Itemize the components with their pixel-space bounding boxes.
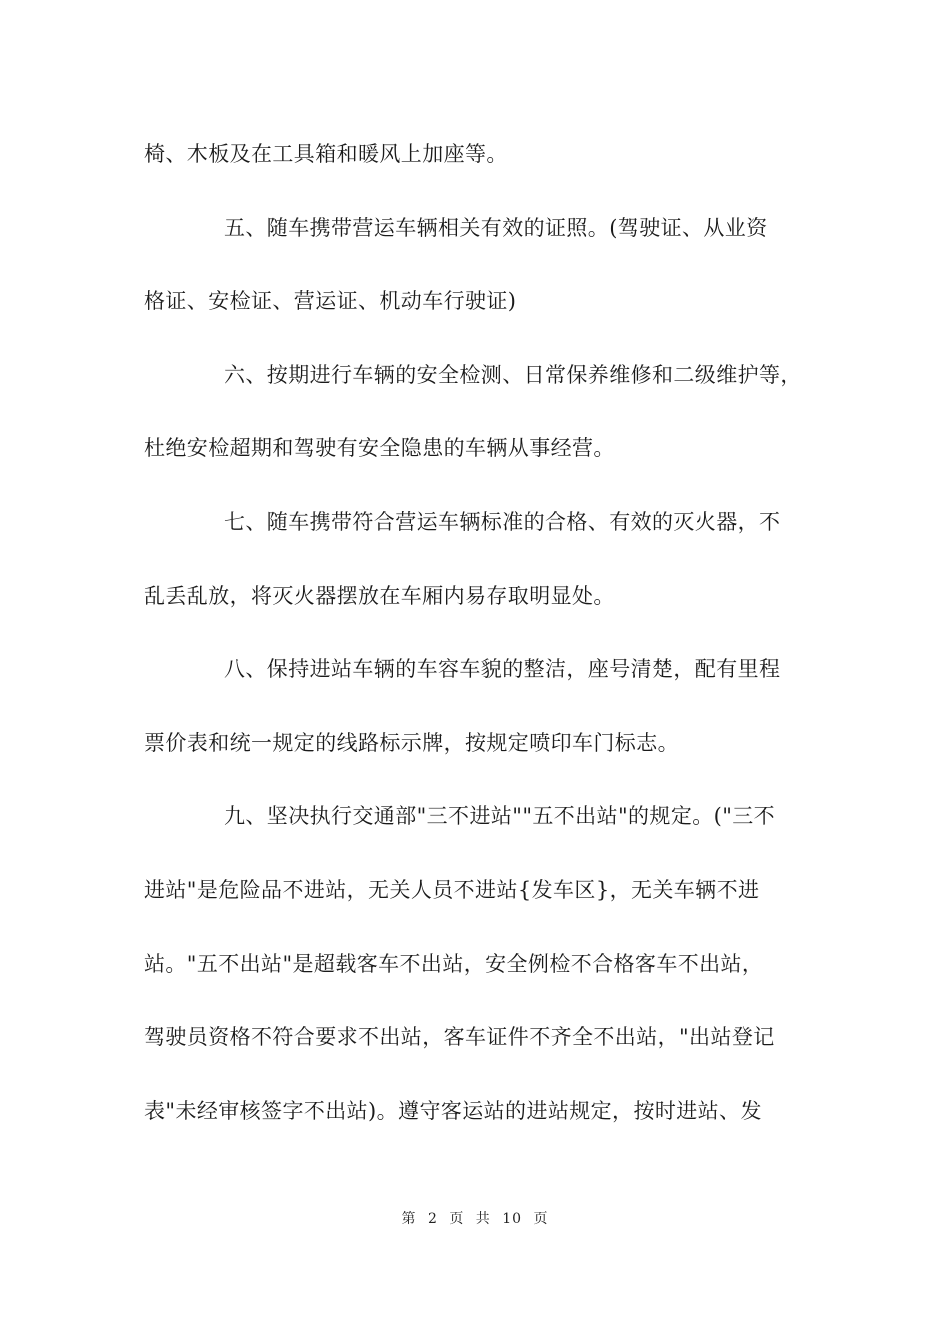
text-line: 杜绝安检超期和驾驶有安全隐患的车辆从事经营。 bbox=[144, 436, 615, 461]
footer-suffix: 页 bbox=[533, 1211, 549, 1227]
text-line: 五、随车携带营运车辆相关有效的证照。(驾驶证、从业资 bbox=[224, 215, 768, 240]
text-line: 七、随车携带符合营运车辆标准的合格、有效的灭火器，不 bbox=[224, 509, 781, 534]
footer-total-pages: 10 bbox=[502, 1211, 523, 1227]
text-line: 六、按期进行车辆的安全检测、日常保养维修和二级维护等， bbox=[224, 362, 802, 387]
footer-page-word: 页 bbox=[449, 1211, 465, 1227]
document-body bbox=[144, 128, 809, 1158]
footer-prefix: 第 bbox=[401, 1211, 417, 1227]
text-line: 票价表和统一规定的线路标示牌，按规定喷印车门标志。 bbox=[144, 730, 679, 755]
text-line: 九、坚决执行交通部"三不进站""五不出站"的规定。("三不 bbox=[224, 804, 776, 829]
text-line: 八、保持进站车辆的车容车貌的整洁，座号清楚，配有里程 bbox=[224, 657, 781, 682]
footer-total-word: 共 bbox=[475, 1211, 491, 1227]
text-line: 格证、安检证、营运证、机动车行驶证) bbox=[144, 289, 517, 314]
text-line: 表"未经审核签字不出站)。遵守客运站的进站规定，按时进站、发 bbox=[144, 1098, 762, 1123]
text-line: 椅、木板及在工具箱和暖风上加座等。 bbox=[144, 142, 508, 166]
text-line: 站。"五不出站"是超载客车不出站，安全例检不合格客车不出站， bbox=[144, 951, 764, 976]
text-line: 乱丢乱放，将灭火器摆放在车厢内易存取明显处。 bbox=[144, 583, 615, 608]
text-line: 驾驶员资格不符合要求不出站，客车证件不齐全不出站，"出站登记 bbox=[144, 1025, 775, 1050]
page-footer bbox=[0, 1208, 950, 1228]
footer-current-page: 2 bbox=[427, 1211, 438, 1227]
text-line: 进站"是危险品不进站，无关人员不进站{发车区}，无关车辆不进 bbox=[144, 877, 760, 902]
